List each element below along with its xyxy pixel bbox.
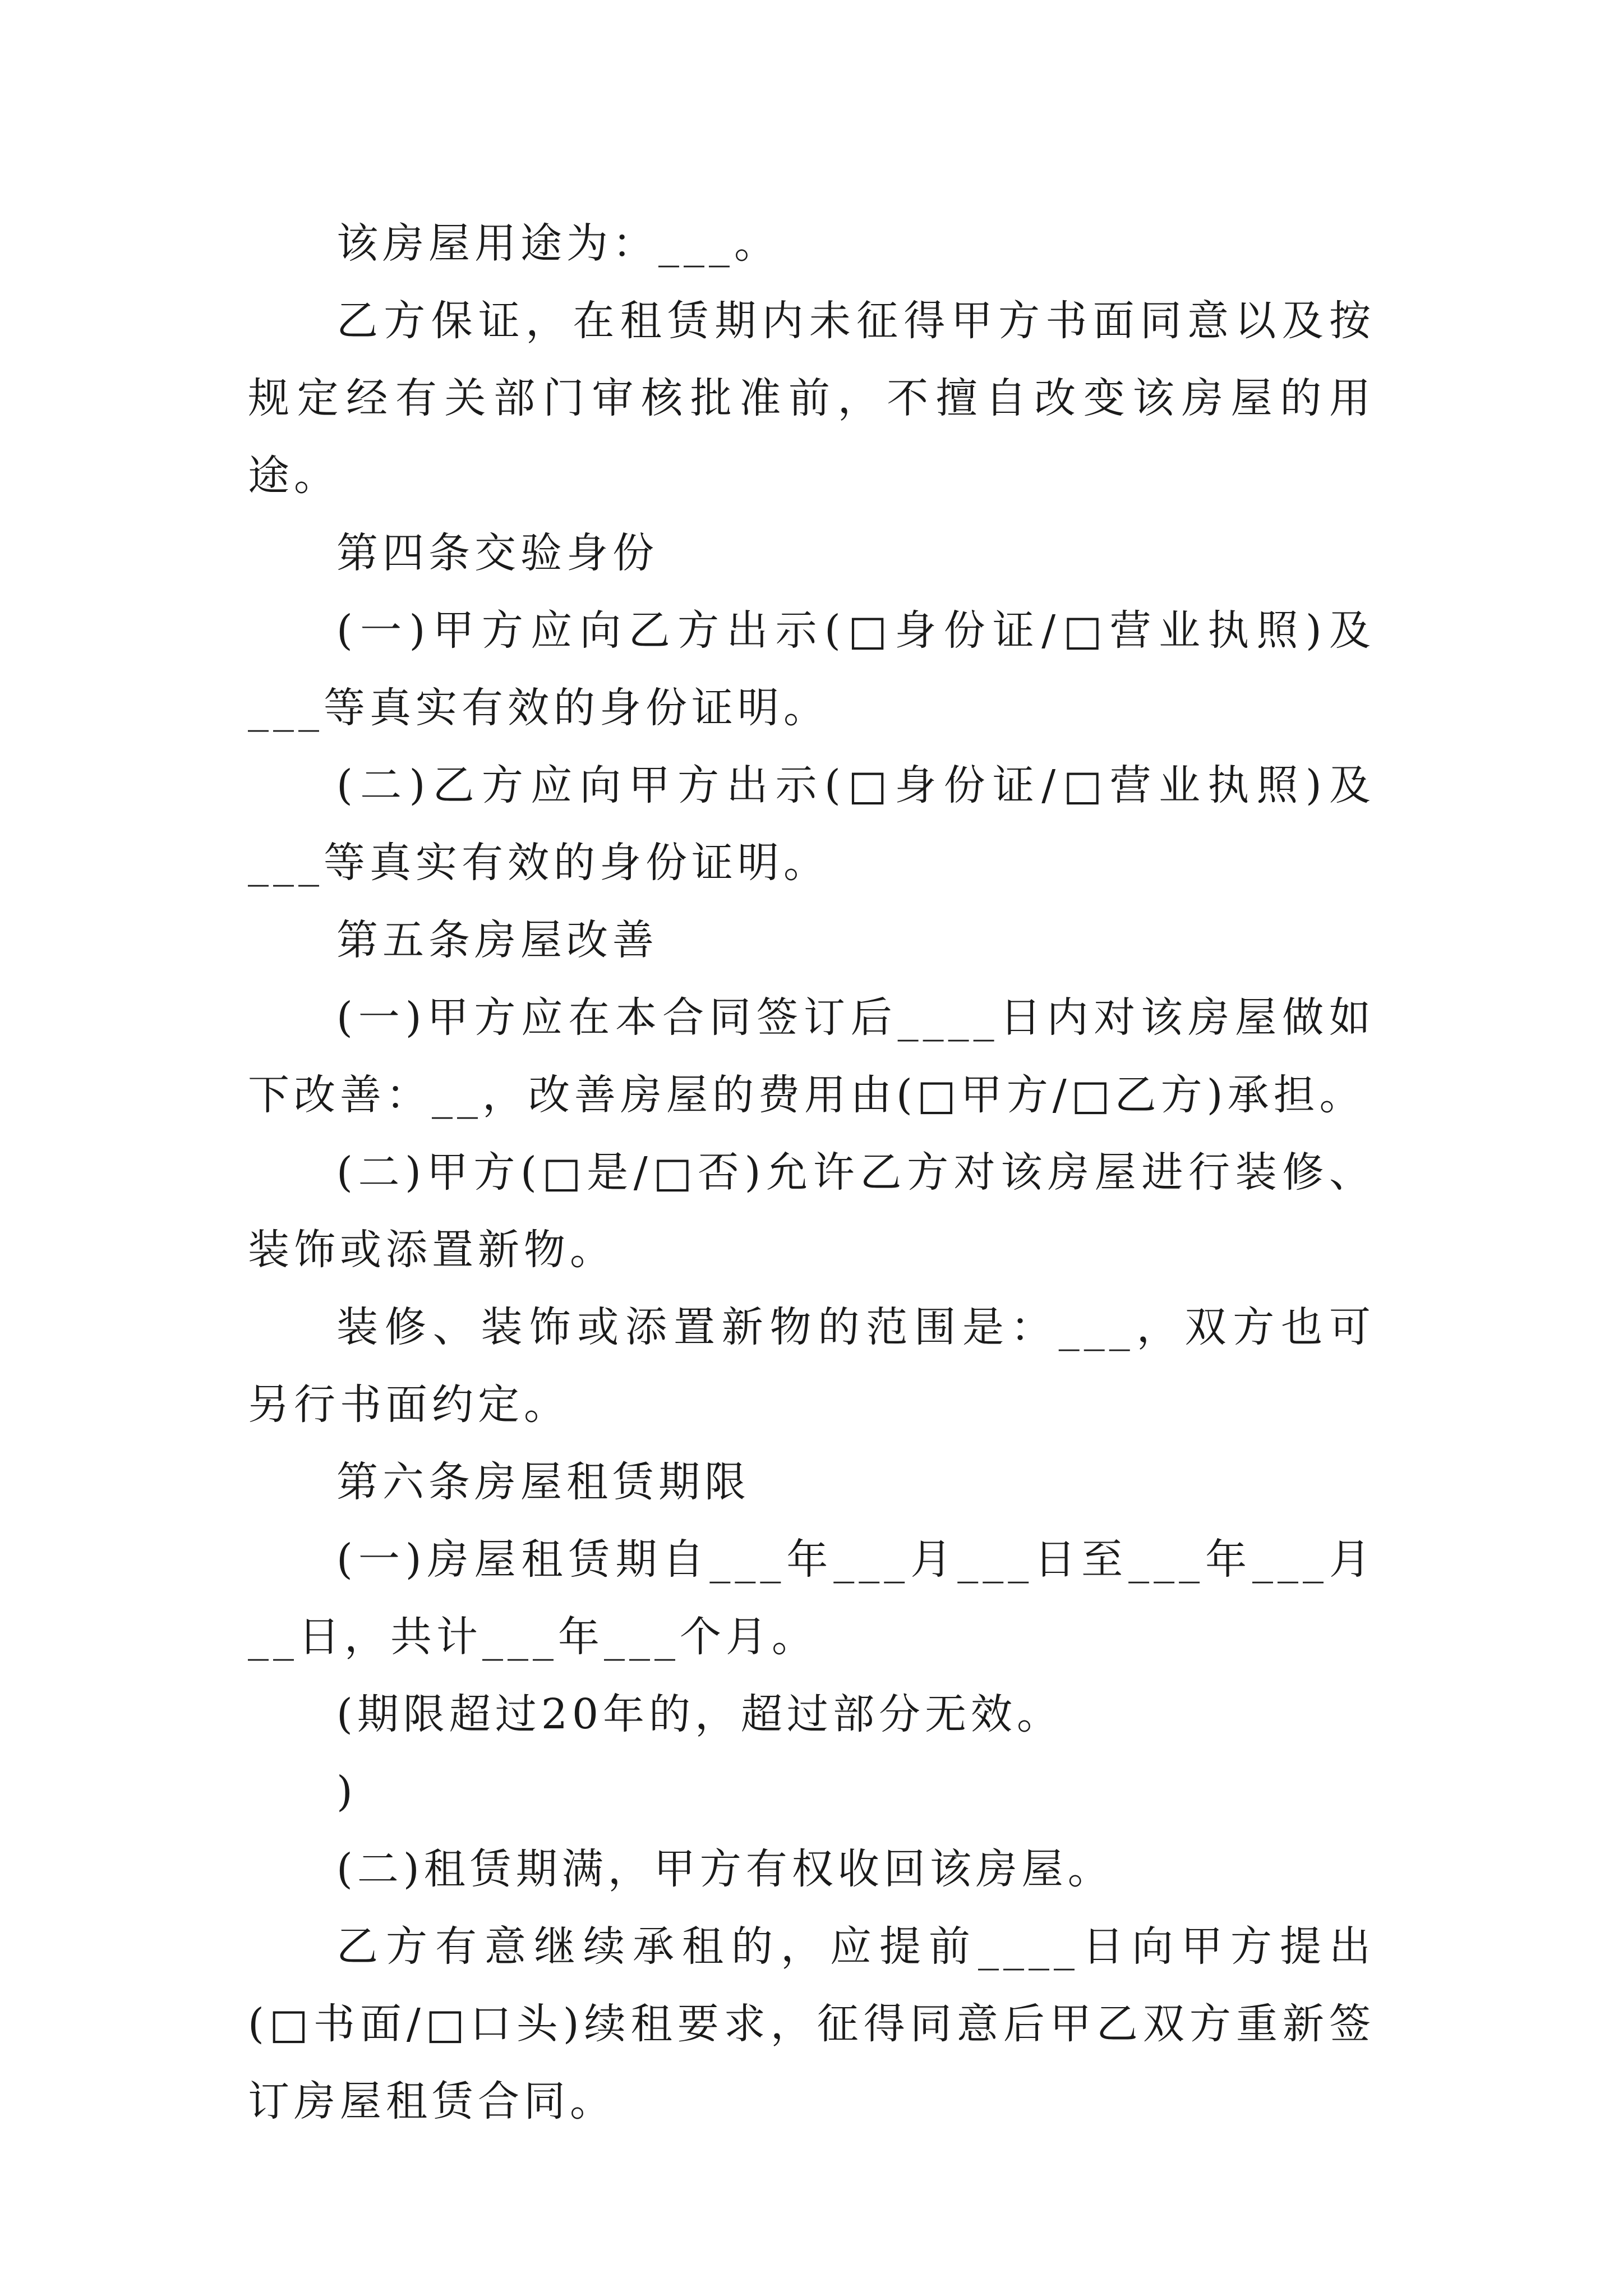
paragraph-article-4-item-1: (一)甲方应向乙方出示(□身份证/□营业执照)及___等真实有效的身份证明。: [248, 606, 1375, 732]
heading-article-4: 第四条交验身份: [336, 529, 658, 577]
paragraph-term-limit: (期限超过20年的，超过部分无效。: [336, 1690, 1063, 1738]
paragraph-article-5-item-2: (二)甲方(□是/□否)允许乙方对该房屋进行装修、装饰或添置新物。: [248, 1148, 1375, 1274]
heading-article-6: 第六条房屋租赁期限: [336, 1458, 750, 1506]
paragraph-article-6-item-2: (二)租赁期满，甲方有权收回该房屋。: [336, 1845, 1114, 1893]
paragraph-article-4-item-2: (二)乙方应向甲方出示(□身份证/□营业执照)及___等真实有效的身份证明。: [248, 761, 1375, 887]
paragraph-renovation-scope: 装修、装饰或添置新物的范围是：___，双方也可另行书面约定。: [248, 1303, 1375, 1429]
heading-article-5: 第五条房屋改善: [336, 916, 658, 964]
paragraph-article-5-item-1: (一)甲方应在本合同签订后____日内对该房屋做如下改善：__，改善房屋的费用由(□甲方/□乙方)承担。: [248, 993, 1375, 1119]
paragraph-usage: 该房屋用途为：___。: [336, 219, 780, 268]
paragraph-article-6-item-1: (一)房屋租赁期自___年___月___日至___年___月__日，共计___年___个月。: [248, 1535, 1375, 1661]
document-body: [248, 205, 1375, 2140]
paragraph-term-limit-close: ): [336, 1768, 357, 1816]
paragraph-renewal: 乙方有意继续承租的，应提前____日向甲方提出(□书面/□口头)续租要求，征得同意后甲乙双方重新签订房屋租赁合同。: [248, 1922, 1375, 2125]
paragraph-usage-guarantee: 乙方保证，在租赁期内未征得甲方书面同意以及按规定经有关部门审核批准前，不擅自改变该房屋的用途。: [248, 297, 1375, 500]
